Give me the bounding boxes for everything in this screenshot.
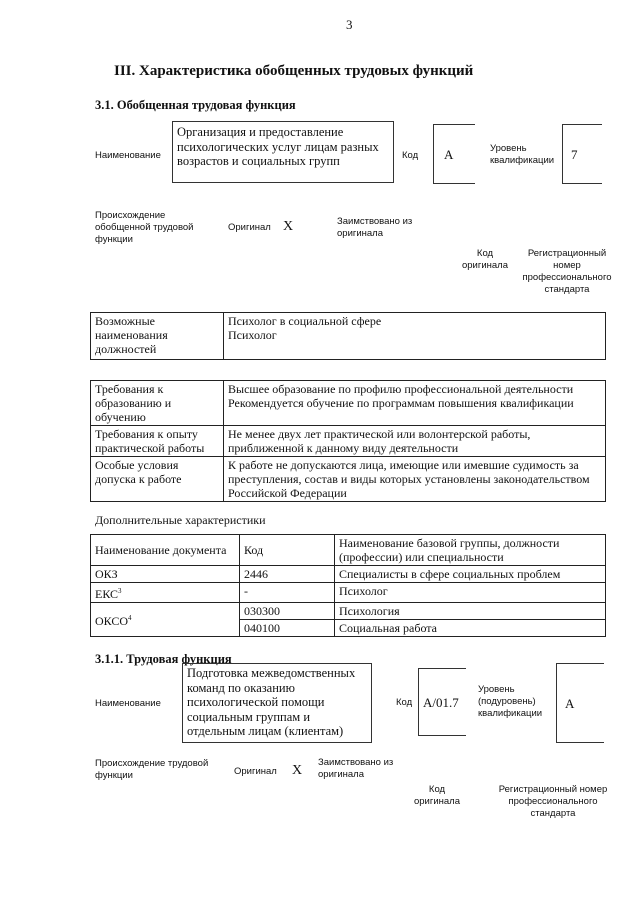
gtf-original-mark: X <box>283 219 294 234</box>
okso-doc-cell <box>91 603 240 637</box>
header-document: Наименование документа <box>91 535 240 566</box>
additional-label: Дополнительные характеристики <box>95 513 266 527</box>
requirement-line: К работе не допускаются лица, имеющие или имевшие судимость за преступления, состав и виды которых установлены законодательством Российской Федерации <box>228 458 590 500</box>
table-row <box>91 583 606 603</box>
requirement-line: Высшее образование по профилю профессиональной деятельности <box>228 382 574 396</box>
requirement-experience-value <box>224 426 606 457</box>
okso-doc: ОКСО <box>95 614 129 628</box>
tf-borrowed-label: Заимствовано из оригинала <box>318 757 394 780</box>
header-code: Код <box>240 535 335 566</box>
gtf-origin-code-label: Код оригинала <box>461 248 508 271</box>
table-row <box>91 603 606 620</box>
okso-footnote: 4 <box>128 614 132 622</box>
requirement-admission-value <box>224 457 606 502</box>
gtf-code-value: А <box>444 147 454 162</box>
tf-level-label: Уровень (подуровень) квалификации <box>478 684 543 719</box>
positions-table <box>90 312 606 360</box>
okso-code: 040100 <box>240 620 335 637</box>
tf-reg-number-label: Регистрационный номер профессионального стандарта <box>498 784 608 819</box>
section-title: III. Характеристика обобщенных трудовых функций <box>114 63 474 79</box>
tf-name-label: Наименование <box>95 698 161 709</box>
gtf-name-label: Наименование <box>95 150 161 161</box>
positions-label: Возможные наименования должностей <box>91 313 224 360</box>
tf-origin-code-label: Код оригинала <box>413 784 460 807</box>
header-name: Наименование базовой группы, должности (профессии) или специальности <box>335 535 606 566</box>
tf-name-value: Подготовка межведомственных команд по оказанию психологической помощи социальным группам и отдельным лицам (клиентам) <box>187 666 356 738</box>
okso-name: Психология <box>335 603 606 620</box>
okz-code: 2446 <box>240 566 335 583</box>
requirement-admission-label: Особые условия допуска к работе <box>91 457 224 502</box>
gtf-reg-number-label: Регистрационный номер профессионального стандарта <box>522 248 612 295</box>
gtf-level-value: 7 <box>571 147 578 162</box>
page-number: 3 <box>346 17 353 32</box>
requirement-experience-label: Требования к опыту практической работы <box>91 426 224 457</box>
gtf-title: 3.1. Обобщенная трудовая функция <box>95 98 296 112</box>
position-item: Психолог <box>228 328 277 342</box>
requirement-line: Рекомендуется обучение по программам повышения квалификации <box>228 396 574 410</box>
gtf-origin-label: Происхождение обобщенной трудовой функции <box>95 210 194 245</box>
gtf-code-box <box>433 124 475 184</box>
okz-name: Специалисты в сфере социальных проблем <box>335 566 606 583</box>
tf-code-box <box>418 668 466 736</box>
tf-code-value: A/01.7 <box>423 695 459 710</box>
requirements-table <box>90 380 606 502</box>
tf-title: 3.1.1. Трудовая функция <box>95 652 232 666</box>
requirement-education-label: Требования к образованию и обучению <box>91 381 224 426</box>
eks-doc: ЕКС <box>95 587 119 601</box>
eks-doc-cell <box>91 583 240 603</box>
requirement-education-value <box>224 381 606 426</box>
tf-name-box <box>182 663 372 743</box>
gtf-original-label: Оригинал <box>228 222 271 233</box>
eks-code: - <box>240 583 335 603</box>
tf-original-label: Оригинал <box>234 766 277 777</box>
position-item: Психолог в социальной сфере <box>228 314 382 328</box>
additional-table <box>90 534 606 637</box>
requirement-line: Не менее двух лет практической или волонтерской работы, приближенной к данному виду деятельности <box>228 427 531 455</box>
eks-footnote: 3 <box>118 587 122 595</box>
gtf-borrowed-label: Заимствовано из оригинала <box>337 216 413 239</box>
gtf-level-box <box>562 124 602 184</box>
tf-level-box <box>556 663 604 743</box>
tf-code-label: Код <box>396 697 413 708</box>
gtf-name-box <box>172 121 394 183</box>
gtf-level-label: Уровень квалификации <box>490 143 555 166</box>
tf-original-mark: X <box>292 763 303 778</box>
okso-name: Социальная работа <box>335 620 606 637</box>
eks-name: Психолог <box>335 583 606 603</box>
gtf-name-value: Организация и предоставление психологических услуг лицам разных возрастов и социальных групп <box>177 125 379 168</box>
positions-values-cell <box>224 313 606 360</box>
okso-code: 030300 <box>240 603 335 620</box>
gtf-code-label: Код <box>402 150 419 161</box>
tf-origin-label: Происхождение трудовой функции <box>95 758 209 781</box>
okz-doc: ОКЗ <box>91 566 240 583</box>
table-row <box>91 566 606 583</box>
tf-level-value: А <box>565 696 575 711</box>
